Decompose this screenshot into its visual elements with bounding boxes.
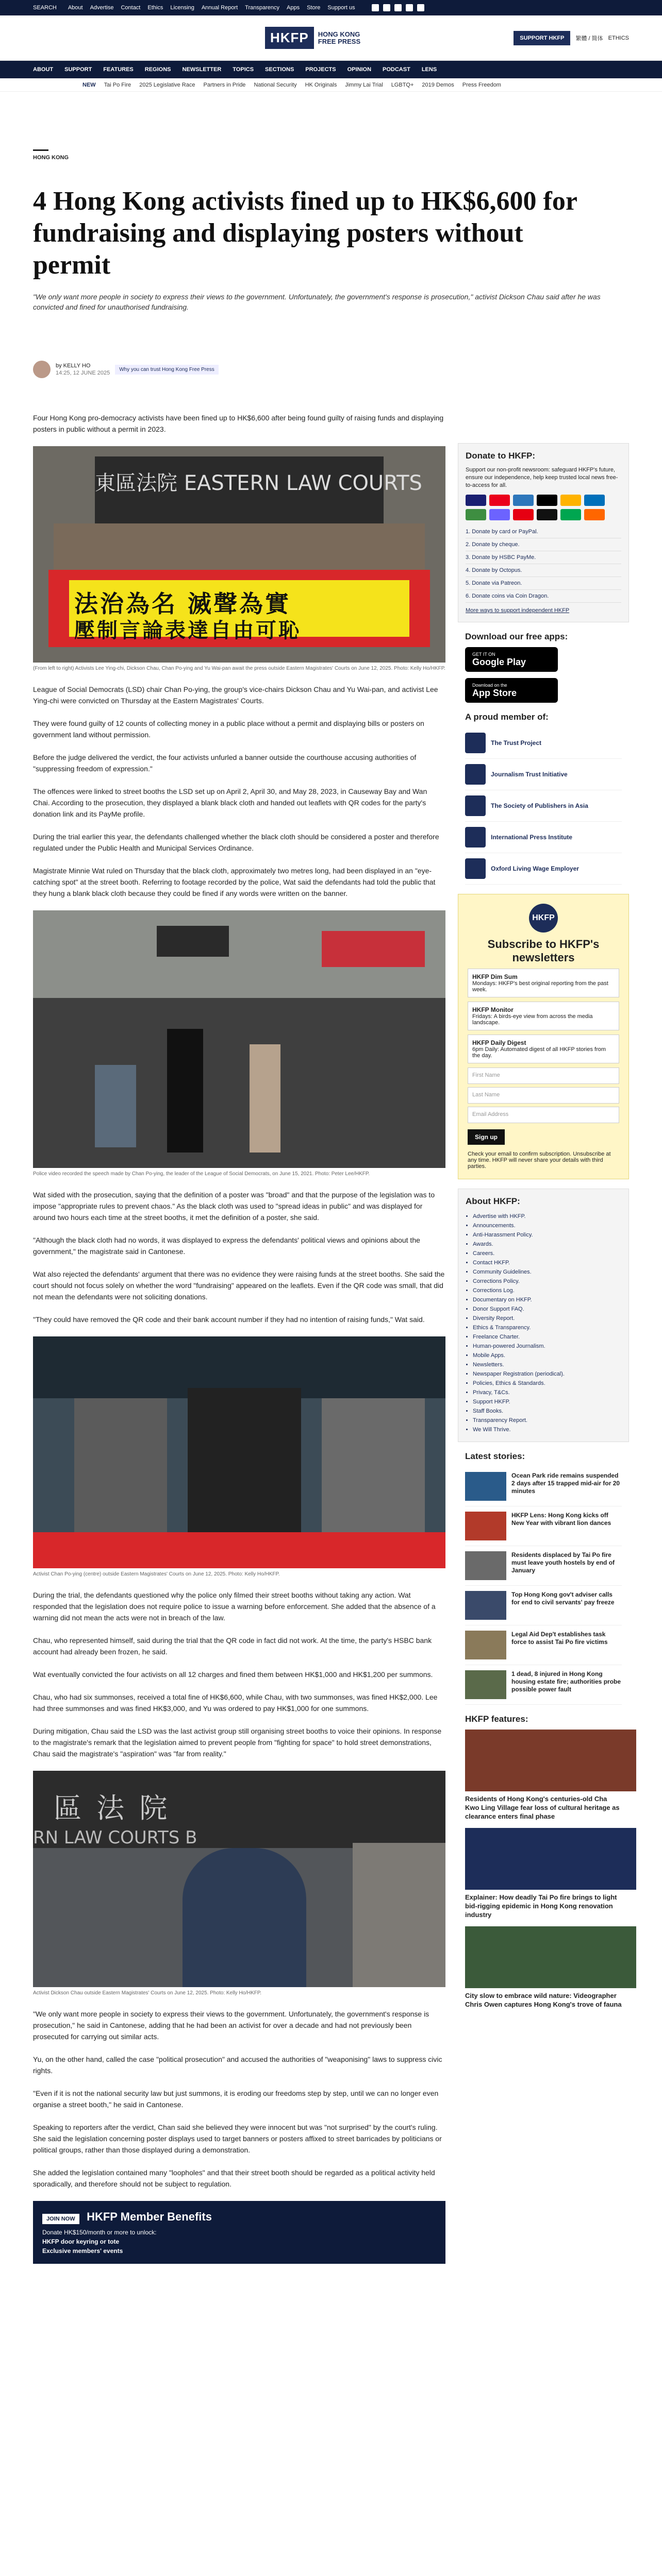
figure-caption: (From left to right) Activists Lee Ying-chi, Dickson Chau, Chan Po-ying and Yu Wai-pan await the press outside Eastern Magistrates' Courts on June 12, 2025. Photo: Kelly Ho/HKFP.	[33, 666, 445, 671]
member-line: Exclusive members' events	[42, 2247, 123, 2255]
nav-item-support[interactable]: SUPPORT	[64, 66, 92, 73]
feature-headline[interactable]: Explainer: How deadly Tai Po fire brings to light bid-rigging epidemic in Hong Kong renovation industry	[465, 1893, 617, 1919]
nav-item-topics[interactable]: TOPICS	[233, 66, 254, 73]
paragraph: During mitigation, Chau said the LSD was the last activist group still organising street booths to voice their opinions. In response to the magistrate's remark that the legislation aimed to prevent people from "fighting for space" to hold street demonstrations, Chau said the magistrate's "aspiration" was "far from reality."	[33, 1727, 442, 1758]
donate-step[interactable]: 6. Donate coins via Coin Dragon.	[466, 590, 621, 603]
payment-icon[interactable]	[489, 495, 510, 506]
donate-step[interactable]: 5. Donate via Patreon.	[466, 577, 621, 590]
newsletter-desc: Mondays: HKFP's best original reporting from the past week.	[472, 980, 608, 993]
about-link[interactable]: • Policies, Ethics & Standards.	[473, 1379, 621, 1388]
features-title: HKFP features:	[465, 1714, 528, 1724]
story-thumbnail	[465, 1631, 506, 1659]
byline	[33, 361, 219, 378]
paragraph: Yu, on the other hand, called the case "political prosecution" and accused the authorities of "weaponising" laws to suppress civic rights.	[33, 2055, 442, 2075]
latest-title: Latest stories:	[465, 1451, 525, 1461]
about-link[interactable]: • Advertise with HKFP.	[473, 1212, 621, 1221]
trending-item[interactable]: Jimmy Lai Trial	[345, 81, 383, 88]
member-org-name: Journalism Trust Initiative	[491, 771, 568, 778]
member-org-name: The Society of Publishers in Asia	[491, 802, 588, 809]
donate-title: Donate to HKFP:	[466, 451, 536, 461]
google-play-small: GET IT ON	[472, 651, 495, 657]
paragraph: Chau, who had six summonses, received a total fine of HK$6,600, while Chau, with two summonses, was fined HK$2,000. Lee had three summonses and was fined HK$3,000, and Yu was ordered to pay HK$1,000 for one summons.	[33, 1693, 438, 1713]
member-line: Donate HK$150/month or more to unlock:	[42, 2229, 157, 2236]
paragraph: League of Social Democrats (LSD) chair Chan Po-ying, the group's vice-chairs Dickson Chau and Yu Wai-pan, and activist Lee Ying-chi were convicted on Thursday at the Eastern Magistrates' Courts.	[33, 685, 438, 705]
about-link[interactable]: • Freelance Charter.	[473, 1332, 621, 1342]
story-thumbnail	[465, 1472, 506, 1501]
google-play-button[interactable]	[465, 647, 558, 672]
photo-activists-banner[interactable]: 東區法院 EASTERN LAW COURTS 法治為名 滅聲為實 壓制言論表達自由可恥	[33, 446, 445, 663]
feature-image	[465, 1926, 636, 1988]
member-org-name: Oxford Living Wage Employer	[491, 865, 579, 872]
nav-item-regions[interactable]: REGIONS	[144, 66, 171, 73]
payment-icon[interactable]	[537, 509, 557, 520]
article-standfirst: "We only want more people in society to express their views to the government. Unfortunately, the government's response is prosecution," activist Dickson Chau said after he was convicted and fined for unauthorised fundraising.	[33, 293, 601, 311]
member-org[interactable]	[465, 759, 622, 790]
jti-logo	[465, 764, 486, 785]
story-item[interactable]	[465, 1625, 622, 1665]
story-item[interactable]	[465, 1546, 622, 1586]
main-nav	[0, 61, 662, 78]
sign-up-button[interactable]: Sign up	[468, 1129, 505, 1145]
feature-item[interactable]	[465, 1926, 622, 2009]
story-item[interactable]	[465, 1586, 622, 1625]
paragraph: Wat sided with the prosecution, saying that the definition of a poster was "broad" and that the purpose of the legislation was to impose "appropriate rules to prevent chaos." As the black cloth was used to "spread ideas in public" and was displayed for around two hours each time at the street booths, it met the definition of a poster, she said.	[33, 1191, 435, 1222]
google-play-label: Google Play	[472, 656, 526, 667]
payment-icon[interactable]	[513, 495, 534, 506]
figure-caption: Activist Chan Po-ying (centre) outside Eastern Magistrates' Courts on June 12, 2025. Photo: Kelly Ho/HKFP.	[33, 1571, 280, 1577]
donate-step[interactable]: 1. Donate by card or PayPal.	[466, 526, 621, 538]
paragraph: Wat eventually convicted the four activists on all 12 charges and fined them between HK$1,000 and HK$1,200 per summons.	[33, 1670, 433, 1679]
newsletter-name: HKFP Dim Sum	[472, 973, 518, 980]
paragraph: Magistrate Minnie Wat ruled on Thursday that the black cloth, approximately two metres long, had been displayed in an "eye-catching spot" at the street booth. Referring to footage recorded by the police, Wat said the defendants had told the public that they hung a blank black cloth because they could be fined if any words were written on the banner.	[33, 867, 436, 897]
paragraph: They were found guilty of 12 counts of collecting money in a public place without a permit and displaying bills or posters on government land without permission.	[33, 719, 424, 739]
features-list	[458, 1714, 629, 2009]
trending-item[interactable]: National Security	[254, 81, 297, 88]
email-field[interactable]: Email Address	[468, 1107, 619, 1123]
story-headline[interactable]: Residents displaced by Tai Po fire must leave youth hostels by end of January	[511, 1551, 615, 1574]
nav-item-newsletter[interactable]: NEWSLETTER	[182, 66, 222, 73]
nav-item-sections[interactable]: SECTIONS	[265, 66, 294, 73]
nav-item-opinion[interactable]: OPINION	[347, 66, 372, 73]
donate-step[interactable]: 4. Donate by Octopus.	[466, 564, 621, 577]
newsletter-name: HKFP Monitor	[472, 1006, 514, 1013]
newsletter-name: HKFP Daily Digest	[472, 1039, 526, 1046]
about-link[interactable]: • Ethics & Transparency.	[473, 1323, 621, 1332]
trending-item[interactable]: HK Originals	[305, 81, 337, 88]
language-switch[interactable]: 繁體 / 简体	[575, 35, 603, 42]
about-link[interactable]: • Documentary on HKFP.	[473, 1295, 621, 1304]
feature-headline[interactable]: City slow to embrace wild nature: Videographer Chris Owen captures Hong Kong's trove of fauna	[465, 1992, 622, 2008]
feature-item[interactable]	[465, 1730, 622, 1821]
story-thumbnail	[465, 1512, 506, 1540]
nav-item-podcast[interactable]: PODCAST	[383, 66, 410, 73]
paragraph: "We only want more people in society to express their views to the government. Unfortunately, the government's response is prosecution," he said in Cantonese, adding that he had been an activist for over a decade and had not previously been prosecuted for carrying out similar acts.	[33, 2010, 429, 2041]
nav-item-lens[interactable]: LENS	[421, 66, 437, 73]
paragraph: The offences were linked to street booths the LSD set up on April 2, April 30, and May 28, 2023, in Causeway Bay and Wan Chai. According to the prosecution, they displayed a blank black cloth and handed out leaflets with QR codes for the party's donation link and its PayMe profile.	[33, 787, 427, 818]
header-right	[514, 31, 629, 45]
first-name-field[interactable]: First Name	[468, 1067, 619, 1084]
story-thumbnail	[465, 1591, 506, 1620]
social-icons	[372, 4, 424, 11]
logo-text	[318, 31, 360, 45]
figure-street-photo	[33, 910, 445, 1177]
members-card	[458, 712, 629, 885]
figure-chau-photo	[33, 1771, 445, 1996]
article-body	[33, 412, 445, 2264]
story-headline[interactable]: HKFP Lens: Hong Kong kicks off New Year with vibrant lion dances	[511, 1512, 611, 1527]
x-icon[interactable]	[383, 4, 390, 11]
about-link[interactable]: • Corrections Log.	[473, 1286, 621, 1295]
paragraph: Wat also rejected the defendants' argument that there was no evidence they were raising funds at the street booths. She said the court should not focus solely on whether the word "fundraising" appeared on the leaflets. Even if the QR code was small, that did not mean the defendants were not soliciting donations.	[33, 1270, 445, 1301]
topbar-link-transparency[interactable]: Transparency	[245, 5, 279, 11]
logo-line-1: HONG KONG	[318, 30, 360, 38]
topbar-link-annual-report[interactable]: Annual Report	[201, 5, 238, 11]
trending-item[interactable]: Tai Po Fire	[104, 81, 131, 88]
trending-item[interactable]: 2019 Demos	[422, 81, 454, 88]
story-headline[interactable]: Ocean Park ride remains suspended 2 days after 15 trapped mid-air for 20 minutes	[511, 1472, 620, 1495]
payment-icon[interactable]	[584, 495, 605, 506]
newsletter-desc: Fridays: A birds-eye view from across the media landscape.	[472, 1013, 593, 1026]
trending-item[interactable]: Press Freedom	[462, 81, 501, 88]
about-link[interactable]: • Contact HKFP.	[473, 1258, 621, 1267]
ethics-link[interactable]: ETHICS	[608, 35, 629, 41]
hkfp-badge: HKFP	[529, 904, 558, 933]
story-thumbnail	[465, 1551, 506, 1580]
topbar-link-contact[interactable]: Contact	[121, 5, 141, 11]
youtube-icon[interactable]	[406, 4, 413, 11]
logo-line-2: FREE PRESS	[318, 37, 361, 45]
subscribe-note: Check your email to confirm subscription. Unsubscribe at any time. HKFP will never share your details with third parties.	[468, 1151, 611, 1170]
newsletter-option[interactable]	[468, 1035, 619, 1063]
donate-card	[458, 443, 629, 622]
story-headline[interactable]: Top Hong Kong gov't adviser calls for end to civil servants' pay freeze	[511, 1591, 615, 1606]
newsletter-desc: 6pm Daily: Automated digest of all HKFP stories from the day.	[472, 1046, 606, 1059]
member-title: HKFP Member Benefits	[87, 2210, 212, 2223]
about-link[interactable]: • Staff Books.	[473, 1406, 621, 1416]
about-link[interactable]: • Support HKFP.	[473, 1397, 621, 1406]
nav-item-about[interactable]: ABOUT	[33, 66, 54, 73]
figure-chan-photo	[33, 1336, 445, 1577]
payment-icon[interactable]	[560, 509, 581, 520]
author-avatar[interactable]	[33, 361, 51, 378]
payment-icon[interactable]	[466, 495, 486, 506]
about-link[interactable]: • Newspaper Registration (periodical).	[473, 1369, 621, 1379]
trending-label: NEW	[82, 81, 96, 88]
about-title: About HKFP:	[466, 1196, 520, 1206]
newsletter-option[interactable]	[468, 969, 619, 997]
paragraph: "Although the black cloth had no words, it was displayed to express the defendants' political views and opinions about the government," the magistrate said in Cantonese.	[33, 1236, 420, 1256]
apps-title: Download our free apps:	[465, 632, 568, 641]
site-header	[0, 15, 662, 61]
topbar-link-advertise[interactable]: Advertise	[90, 5, 114, 11]
topbar-link-store[interactable]: Store	[307, 5, 321, 11]
about-card	[458, 1189, 629, 1442]
more-ways-link[interactable]: More ways to support independent HKFP	[466, 607, 570, 614]
figure-banner-photo	[33, 446, 445, 671]
about-link[interactable]: • Newsletters.	[473, 1360, 621, 1369]
top-utility-bar	[0, 0, 662, 15]
trending-item[interactable]: LGBTQ+	[391, 81, 414, 88]
payment-icon[interactable]	[584, 509, 605, 520]
member-org[interactable]	[465, 853, 622, 885]
about-link[interactable]: • Corrections Policy.	[473, 1277, 621, 1286]
paragraph: Chau, who represented himself, said during the trial that the QR code in fact did not work. At the time, the party's HSBC bank account had already been frozen, he said.	[33, 1636, 432, 1656]
member-org-name: International Press Institute	[491, 834, 573, 841]
paragraph: Before the judge delivered the verdict, the four activists unfurled a banner outside the courthouse accusing authorities of "suppressing freedom of expression."	[33, 753, 417, 773]
donate-step[interactable]: 3. Donate by HSBC PayMe.	[466, 551, 621, 564]
linkedin-icon[interactable]	[417, 4, 424, 11]
feature-item[interactable]	[465, 1828, 622, 1919]
app-store-label: App Store	[472, 687, 517, 698]
sidebar	[458, 443, 629, 2018]
story-item[interactable]	[465, 1467, 622, 1506]
living-wage-logo	[465, 858, 486, 879]
paragraph: "Even if it is not the national security law but just summons, it is eroding our freedoms step by step, until we can no longer even organise a street booth," he said in Cantonese.	[33, 2089, 439, 2109]
about-link[interactable]: • Privacy, T&Cs.	[473, 1388, 621, 1397]
about-link[interactable]: • Community Guidelines.	[473, 1267, 621, 1277]
kicker-rule	[33, 149, 48, 151]
topbar-link-apps[interactable]: Apps	[287, 5, 300, 11]
instagram-icon[interactable]	[394, 4, 402, 11]
author-name[interactable]: by KELLY HO	[56, 363, 91, 369]
newsletter-option[interactable]	[468, 1002, 619, 1030]
nav-item-projects[interactable]: PROJECTS	[305, 66, 336, 73]
about-link[interactable]: • Careers.	[473, 1249, 621, 1258]
topbar-link-ethics[interactable]: Ethics	[147, 5, 163, 11]
about-link[interactable]: • Announcements.	[473, 1221, 621, 1230]
payment-methods	[466, 495, 621, 520]
publish-date: 14:25, 12 JUNE 2025	[56, 370, 110, 376]
payment-icon[interactable]	[489, 509, 510, 520]
search-link[interactable]: SEARCH	[33, 5, 57, 11]
paragraph: Speaking to reporters after the verdict, Chan said she believed they were innocent but was "not surprised" by the court's ruling. She said the legislation concerning poster displays used to target banners or posters affixed to street barricades by politicians or political groups, rather than those displayed during a demonstration.	[33, 2123, 442, 2154]
site-logo[interactable]	[265, 27, 360, 49]
member-benefits-banner[interactable]	[33, 2201, 445, 2264]
about-link[interactable]: • We Will Thrive.	[473, 1425, 621, 1434]
subscribe-title: Subscribe to HKFP's newsletters	[487, 938, 600, 964]
story-item[interactable]	[465, 1506, 622, 1546]
trending-bar	[0, 78, 662, 92]
nav-item-features[interactable]: FEATURES	[103, 66, 134, 73]
story-thumbnail	[465, 1670, 506, 1699]
paragraph: "They could have removed the QR code and their bank account number if they had no intention of raising funds," Wat said.	[33, 1315, 425, 1324]
ipi-logo	[465, 827, 486, 848]
donate-step[interactable]: 2. Donate by cheque.	[466, 538, 621, 551]
trust-link[interactable]: Why you can trust Hong Kong Free Press	[115, 365, 219, 375]
photo-street-booth[interactable]	[33, 910, 445, 1168]
facebook-icon[interactable]	[372, 4, 379, 11]
feature-image	[465, 1828, 636, 1890]
app-store-button[interactable]	[465, 678, 558, 703]
member-org[interactable]	[465, 822, 622, 853]
donate-text: Support our non-profit newsroom: safeguard HKFP's future, ensure our independence, help keep trusted local news free-to-access for all.	[466, 467, 618, 488]
trending-item[interactable]: 2025 Legislative Race	[139, 81, 195, 88]
logo-box: HKFP	[265, 27, 314, 49]
sopa-logo	[465, 795, 486, 816]
about-link[interactable]: • Awards.	[473, 1240, 621, 1249]
newsletter-signup	[458, 894, 629, 1179]
last-name-field[interactable]: Last Name	[468, 1087, 619, 1104]
topbar-link-licensing[interactable]: Licensing	[170, 5, 194, 11]
payment-icon[interactable]	[537, 495, 557, 506]
support-button[interactable]: SUPPORT HKFP	[514, 31, 570, 45]
about-link[interactable]: • Human-powered Journalism.	[473, 1342, 621, 1351]
payment-icon[interactable]	[466, 509, 486, 520]
topbar-link-about[interactable]: About	[68, 5, 83, 11]
trust-project-logo	[465, 733, 486, 753]
about-link[interactable]: • Anti-Harassment Policy.	[473, 1230, 621, 1240]
join-now-button[interactable]: JOIN NOW	[42, 2214, 79, 2224]
figure-caption: Activist Dickson Chau outside Eastern Magistrates' Courts on June 12, 2025. Photo: Kelly Ho/HKFP.	[33, 1990, 262, 1996]
photo-dickson-chau[interactable]: 區 法 院 RN LAW COURTS B	[33, 1771, 445, 1987]
paragraph: She added the legislation contained many "loopholes" and that their street booth should be regarded as a political activity held sporadically, and therefore should not be subject to regulation.	[33, 2168, 435, 2188]
article-title: 4 Hong Kong activists fined up to HK$6,600 for fundraising and displaying posters without permit	[33, 187, 577, 280]
members-title: A proud member of:	[465, 712, 549, 722]
feature-image	[465, 1730, 636, 1791]
article-kicker[interactable]: HONG KONG	[33, 155, 69, 161]
about-link[interactable]: • Diversity Report.	[473, 1314, 621, 1323]
payment-icon[interactable]	[560, 495, 581, 506]
figure-caption: Police video recorded the speech made by Chan Po-ying, the leader of the League of Social Democrats, on June 15, 2021. Photo: Peter Lee/HKFP.	[33, 1171, 370, 1177]
story-item[interactable]	[465, 1665, 622, 1705]
apps-card	[458, 632, 629, 703]
payment-icon[interactable]	[513, 509, 534, 520]
about-link[interactable]: • Transparency Report.	[473, 1416, 621, 1425]
trending-item[interactable]: Partners in Pride	[203, 81, 246, 88]
photo-chan-po-ying[interactable]	[33, 1336, 445, 1568]
paragraph: During the trial earlier this year, the defendants challenged whether the black cloth should be considered a poster and therefore regulated under the Public Health and Municipal Services Ordinance.	[33, 833, 439, 852]
member-org[interactable]	[465, 727, 622, 759]
donate-steps	[466, 526, 621, 603]
member-line: HKFP door keyring or tote	[42, 2238, 120, 2245]
about-link[interactable]: • Mobile Apps.	[473, 1351, 621, 1360]
member-org[interactable]	[465, 790, 622, 822]
member-org-name: The Trust Project	[491, 739, 542, 747]
about-link[interactable]: • Donor Support FAQ.	[473, 1304, 621, 1314]
paragraph: During the trial, the defendants questioned why the police only filmed their street booths without taking any action. Wat responded that the legislation does not require police to issue a warning before enforcement. She added that the absence of a warning did not mean the acts were not in breach of the law.	[33, 1591, 436, 1622]
feature-headline[interactable]: Residents of Hong Kong's centuries-old Cha Kwo Ling Village fear loss of cultural heritage as clearance enters final phase	[465, 1795, 620, 1820]
app-store-small: Download on the	[472, 682, 507, 688]
paragraph: Four Hong Kong pro-democracy activists have been fined up to HK$6,600 after being found guilty of raising funds and displaying posters in public without a permit in 2023.	[33, 414, 444, 433]
story-headline[interactable]: Legal Aid Dep't establishes task force to assist Tai Po fire victims	[511, 1631, 608, 1646]
topbar-link-support[interactable]: Support us	[327, 5, 355, 11]
latest-stories	[458, 1451, 629, 1705]
story-headline[interactable]: 1 dead, 8 injured in Hong Kong housing estate fire; authorities probe possible power fault	[511, 1670, 621, 1693]
